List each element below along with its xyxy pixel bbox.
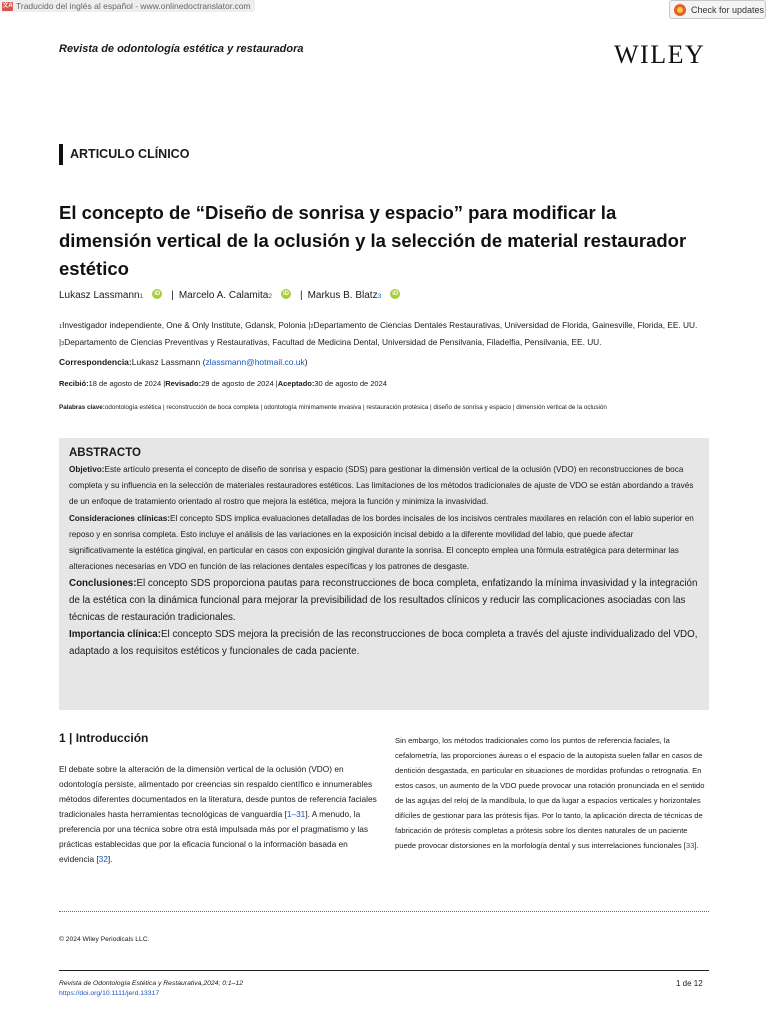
revised-label: Revisado: xyxy=(165,379,202,388)
reference-link[interactable]: 33 xyxy=(685,841,695,850)
intro-text: ]. A menudo, la preferencia por una técnica sobre otra está impulsada más por el pragmatismo y las prácticas establecidas que por la eficacia funcional o la información basada en evidencia [ xyxy=(59,809,368,864)
correspondence-email-link[interactable]: zlassmann@hotmail.co.uk xyxy=(205,357,305,367)
importance-text: El concepto SDS mejora la precisión de las reconstrucciones de boca completa a través del ajuste individualizado del VDO, adaptado a los requisitos estéticos y funcionales de cada paciente. xyxy=(69,629,698,658)
article-title: El concepto de “Diseño de sonrisa y espacio” para modificar la dimensión vertical de la oclusión y la selección de material restaurador estético xyxy=(59,202,687,279)
reference-link[interactable]: 32 xyxy=(98,854,108,864)
author-name[interactable]: Markus B. Blatz xyxy=(307,290,378,301)
publisher-logo: WILEY xyxy=(614,40,706,69)
revised-date: 29 de agosto de 2024 xyxy=(201,379,274,388)
correspondence-label: Correspondencia: xyxy=(59,357,132,367)
intro-text: El debate sobre la alteración de la dimensión vertical de la oclusión (VDO) en odontología persiste, alimentado por creencias sin respaldo científico e innumerables métodos diferentes documentados en la literatura, desde puntos de referencia faciales tradicionales hasta herramientas tecnológicas de vanguardia [ xyxy=(59,764,377,819)
doi-link[interactable]: https://doi.org/10.1111/jerd.13317 xyxy=(59,990,160,997)
intro-heading: 1 | Introducción xyxy=(59,731,149,745)
translate-icon: 文A xyxy=(2,2,13,9)
keywords-text: odontología estética | reconstrucción de boca completa | odontología mínimamente invasiva | restauración protésica | diseño de sonrisa y espacio | dimensión vertical de la oclusión xyxy=(104,404,607,411)
intro-text: ]. xyxy=(694,841,699,850)
received-label: Recibió: xyxy=(59,379,89,388)
clinical-text: El concepto SDS implica evaluaciones detalladas de los bordes incisales de los incisivos centrales maxilares en relación con el labio superior en reposo y en sonrisa completa. Esto incluye el análisis de las variaciones en la exposición incisal debido a la diferente movilidad del labio, que puede afectar significativamente la estética gingival, en particular en casos con exposición gingival durante la sonrisa. El concepto emplea una fórmula estratégica para determinar las alteraciones necesarias en VDO en función de las relaciones dentales específicas y los patrones de desgaste. xyxy=(69,513,694,572)
abstract-clinical xyxy=(69,511,699,576)
intro-left-column xyxy=(59,762,379,867)
orcid-icon[interactable]: iD xyxy=(392,290,399,297)
abstract-objective xyxy=(69,462,699,511)
orcid-icon[interactable]: iD xyxy=(154,290,161,297)
author-name[interactable]: Lukasz Lassmann xyxy=(59,290,140,301)
check-for-updates-label: Check for updates xyxy=(691,4,765,15)
abstract-importance xyxy=(69,626,699,660)
received-date: 18 de agosto de 2024 xyxy=(88,379,162,388)
intro-text: ]. xyxy=(107,854,113,864)
journal-header: Revista de odontología estética y restauradora xyxy=(59,43,304,55)
footer-journal: Revista de Odontología Estética y Restaurativa,2024; 0:1–12 xyxy=(59,980,244,987)
clinical-label: Consideraciones clínicas: xyxy=(69,513,171,523)
correspondence-close: ) xyxy=(304,357,308,367)
footer-divider xyxy=(59,970,709,971)
crossmark-icon xyxy=(674,4,686,16)
article-dates: Recibió:18 de agosto de 2024 |Revisado:29 de agosto de 2024 |Aceptado:30 de agosto de 2024 xyxy=(59,379,387,388)
affiliation-1: Investigador independiente, One & Only Institute, Gdansk, Polonia xyxy=(62,320,307,330)
section-label: ARTICULO CLÍNICO xyxy=(59,144,189,165)
objective-label: Objetivo: xyxy=(69,465,105,474)
affil-sup: 1 xyxy=(59,324,63,330)
translator-text[interactable]: Traducido del inglés al español - www.onlinedoctranslator.com xyxy=(16,1,251,11)
affiliation-3: Departamento de Ciencias Preventivas y Restaurativas, Facultad de Medicina Dental, Universidad de Pensilvania, Filadelfia, Pensilvania, EE. UU. xyxy=(64,336,602,347)
intro-text: Sin embargo, los métodos tradicionales como los puntos de referencia faciales, la cefalometría, las proporciones áureas o el espacio de la autopista suelen fallar en casos de dentición desgastada, en particular en situaciones de mordidas profundas o retrognatia. En estos casos, un aumento de la VDO puede provocar una rotación pronunciada en el sentido de las agujas del reloj de la mandíbula, lo que da lugar a espacios verticales y horizontales difíciles de gestionar para las prótesis fijas. Por lo tanto, la aplicación directa de técnicas de fabricación de prótesis completas a prótesis sobre los dientes naturales de un paciente puede provocar distorsiones en la morfología dental y sus interrelaciones funcionales [ xyxy=(395,736,705,850)
importance-label: Importancia clínica: xyxy=(69,629,162,641)
affil-sup: 2 xyxy=(310,324,314,330)
objective-text: Este artículo presenta el concepto de diseño de sonrisa y espacio (SDS) para gestionar la dimensión vertical de la oclusión (VDO) en reconstrucciones de boca completa y su influencia en la selección de materiales restauradores estéticos. Las limitaciones de los métodos tradicionales de ajuste de VDO se están abordando a través de un enfoque de tratamiento orientado al rostro que mejora la estética, mejora la función y minimiza la invasividad. xyxy=(69,465,694,507)
translator-banner[interactable] xyxy=(0,0,255,12)
author-affil-sup[interactable]: 1 xyxy=(139,293,144,300)
author-affil-sup[interactable]: 3 xyxy=(377,293,382,300)
correspondence-name: Lukasz Lassmann ( xyxy=(131,357,206,367)
abstract-heading: ABSTRACTO xyxy=(69,447,141,459)
keywords-label: Palabras clave: xyxy=(59,404,105,411)
abstract-box xyxy=(59,438,709,710)
reference-link[interactable]: 1–31 xyxy=(286,809,306,819)
affiliation-2: Departamento de Ciencias Dentales Restaurativas, Universidad de Florida, Gainesville, Florida, EE. UU. xyxy=(313,320,698,330)
conclusions-label: Conclusiones: xyxy=(69,578,137,590)
author-name[interactable]: Marcelo A. Calamita xyxy=(178,290,269,301)
author-affil-sup[interactable]: 2 xyxy=(268,293,272,300)
page-number: 1 de 12 xyxy=(676,979,703,988)
orcid-icon[interactable]: iD xyxy=(282,290,289,297)
keywords xyxy=(59,402,709,414)
affil-sup: 3 xyxy=(61,340,65,347)
check-for-updates-button[interactable] xyxy=(669,0,766,19)
author-separator: | xyxy=(171,290,174,301)
dotted-divider xyxy=(59,911,709,912)
conclusions-text: El concepto SDS proporciona pautas para reconstrucciones de boca completa, enfatizando la mínima invasividad y la integración de la estética con la dinámica funcional para mejorar la previsibilidad de los resultados clínicos y reducir las complicaciones asociadas con las técnicas de restauración tradicionales. xyxy=(69,578,698,624)
accepted-date: 30 de agosto de 2024 xyxy=(314,379,387,388)
affiliations: 1Investigador independiente, One & Only Institute, Gdansk, Polonia |2Departamento de Ciencias Dentales Restaurativas, Universidad de Florida, Gainesville, Florida, EE. UU. |3Departamento de Ciencias Preventivas y Restaurativas, Facultad de Medicina Dental, Universidad de Pensilvania, Filadelfia, Pensilvania, EE. UU. xyxy=(59,320,698,347)
correspondence xyxy=(59,357,308,367)
author-list xyxy=(59,290,407,301)
author-separator: | xyxy=(299,290,303,301)
accepted-label: Aceptado: xyxy=(277,379,315,388)
abstract-conclusions xyxy=(69,575,699,626)
intro-right-column xyxy=(395,733,709,853)
copyright: © 2024 Wiley Periodicals LLC. xyxy=(59,936,150,943)
